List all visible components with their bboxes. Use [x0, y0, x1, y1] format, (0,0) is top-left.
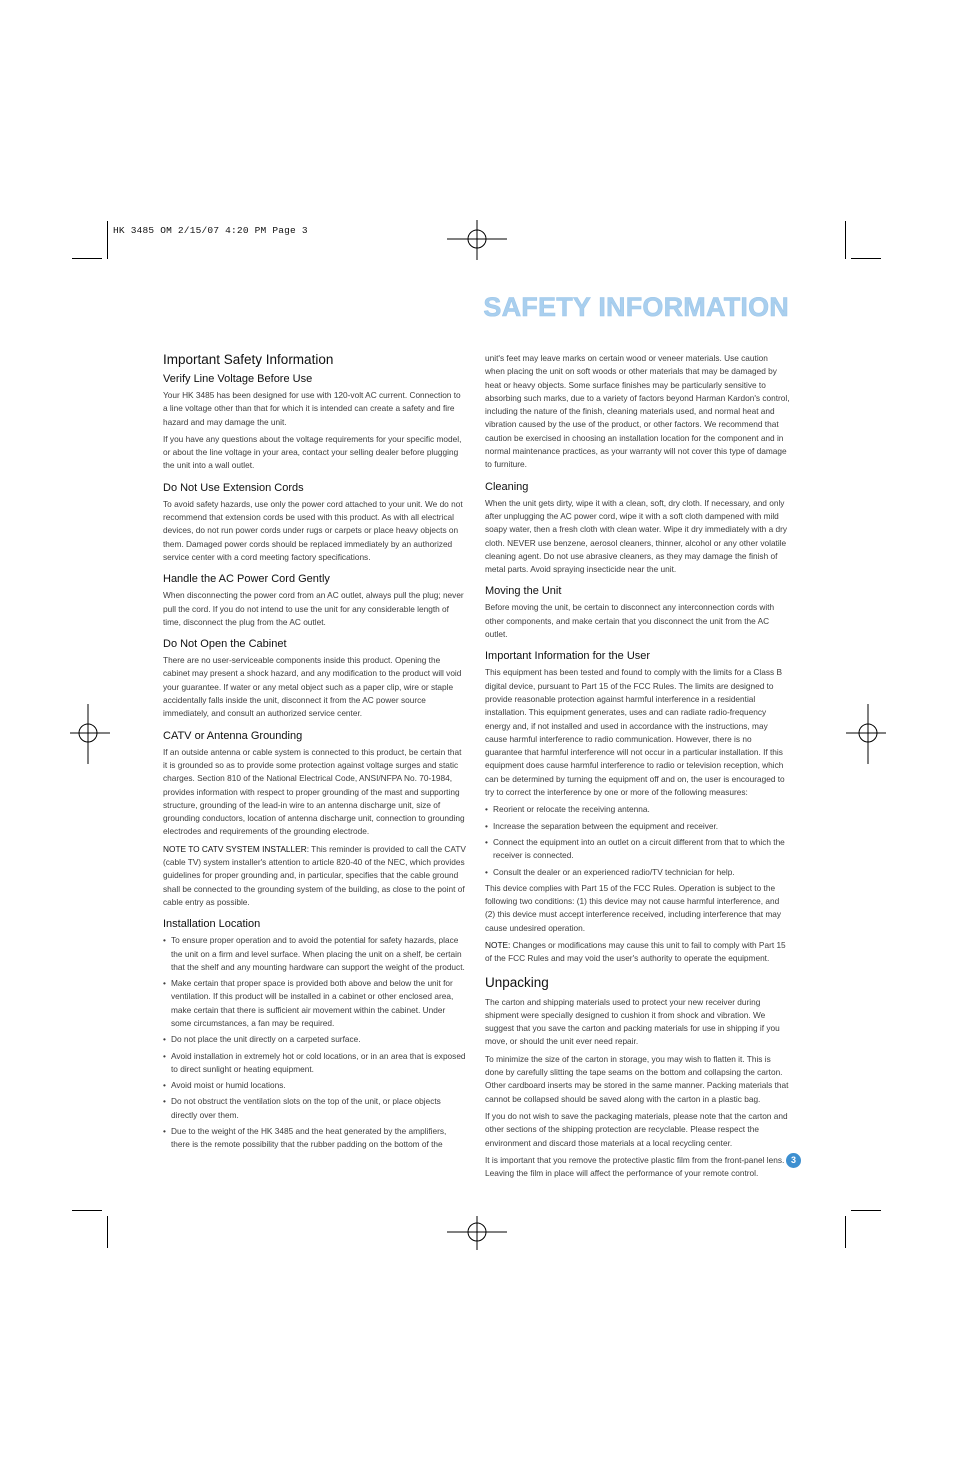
paragraph: This equipment has been tested and found to comply with the limits for a Class B digital device, pursuant to Part 15 of the FCC Rules. The limits are designed to provide reasonable protection against harmful interference in a residential installation. This equipment generates, uses and can radiate radio-frequency energy and, if not installed and used in accordance with the instructions, may cause harmful interference to radio communication. However, there is no guarantee that harmful interference will not occur in a particular installation. If this equipment does cause harmful interference to radio or television reception, which can be determined by turning the equipment off and on, the user is encouraged to try to correct the interference by one or more of the following measures:: [485, 667, 785, 798]
list-item: • Consult the dealer or an experienced radio/TV technician for help.: [485, 866, 790, 879]
list-item: • To ensure proper operation and to avoid the potential for safety hazards, place the unit on a firm and level surface. When placing the unit on a shelf, be certain that the shelf and any mounting hardware can support the weight of the product.: [163, 934, 466, 974]
left-column: [163, 352, 466, 1161]
paragraph: To avoid safety hazards, use only the power cord attached to your unit. We do not recommend that extension cords be used with this product. As with all electrical devices, do not run power cords under rugs or carpets or place heavy objects on them. Damaged power cords should be replaced immediately by an authorized service center with a cord meeting factory specifications.: [163, 498, 463, 562]
list-item: • Make certain that proper space is provided both above and below the unit for ventilation. If this product will be installed in a cabinet or other enclosed area, make certain that there is sufficient air movement within the cabinet. Under some circumstances, a fan may be required.: [163, 977, 466, 1030]
list-item: • Avoid installation in extremely hot or cold locations, or in an area that is exposed to direct sunlight or heating equipment.: [163, 1050, 466, 1077]
note-paragraph: [163, 843, 466, 909]
paragraph: There are no user-serviceable components inside this product. Opening the cabinet may present a shock hazard, and any modification to the product will void your guarantee. If water or any metal object such as a paper clip, wire or staple accidentally falls inside the unit, disconnect it from the AC power source immediately, and consult an authorized service center.: [163, 655, 462, 719]
section-cleaning: [485, 481, 790, 577]
list-item: • Do not place the unit directly on a carpeted surface.: [163, 1033, 466, 1046]
section-line-voltage: [163, 373, 466, 473]
list-item: • Increase the separation between the equipment and receiver.: [485, 820, 790, 833]
section-continuation: [485, 352, 790, 472]
page-title: SAFETY INFORMATION: [483, 292, 789, 322]
section-heading: Important Safety Information: [163, 352, 334, 367]
subsection-heading: Handle the AC Power Cord Gently: [163, 573, 330, 586]
section-heading: Unpacking: [485, 974, 549, 990]
registration-mark-left: [70, 704, 110, 764]
subsection-heading: Moving the Unit: [485, 585, 562, 598]
section-user-info: [485, 650, 790, 965]
bullet-list: [485, 803, 790, 878]
paragraph: When the unit gets dirty, wipe it with a clean, soft, dry cloth. If necessary, and only after unplugging the AC power cord, wipe it with a soft cloth dampened with mild soapy water, then a fresh cloth with clean water. Wipe it dry immediately with a dry cloth. NEVER use benzene, aerosol cleaners, thinner, alcohol or any other volatile cleaning agent. Do not use abrasive cleaners, as they may damage the finish of metal parts. Avoid spraying insecticide near the unit.: [485, 497, 788, 575]
section-unpacking: [485, 975, 790, 1181]
section-power-cord: [163, 573, 466, 629]
section-moving: [485, 585, 790, 641]
subsection-heading: Cleaning: [485, 480, 529, 493]
section-catv-grounding: [163, 730, 466, 910]
registration-mark-right: [846, 704, 886, 764]
note-text: Changes or modifications may cause this unit to fail to comply with Part 15 of the FCC Rules and may void the user's authority to operate the equipment.: [485, 939, 786, 964]
paragraph: unit's feet may leave marks on certain wood or veneer materials. Use caution when placing the unit on soft woods or other materials that may be damaged by heat or heavy objects. Some surface finishes may be particularly sensitive to absorbing such marks, due to a variety of factors beyond Harman Kardon's control, including the nature of the finish, cleaning materials used, and normal heat and vibration caused by the use of the product, or other factors. We recommend that caution be exercised in choosing an installation location for the component and in normal maintenance practices, as your warranty will not cover this type of damage to furniture.: [485, 353, 790, 470]
paragraph: The carton and shipping materials used to protect your new receiver during shipment were specially designed to cushion it from shock and vibration. We suggest that you save the carton and packing materials for use in shipping if you move, or should the unit ever need repair.: [485, 996, 780, 1047]
registration-mark-bottom: [447, 1216, 507, 1250]
subsection-heading: Do Not Open the Cabinet: [163, 638, 287, 651]
paragraph: Your HK 3485 has been designed for use with 120-volt AC current. Connection to a line voltage other than that for which it is intended can create a safety and fire hazard and may damage the unit.: [163, 390, 461, 427]
list-item: • Do not obstruct the ventilation slots on the top of the unit, or place objects directly over them.: [163, 1095, 466, 1122]
note-label: NOTE:: [485, 939, 511, 950]
section-cabinet: [163, 638, 466, 720]
registration-mark-top: [447, 220, 507, 260]
list-item: • Reorient or relocate the receiving antenna.: [485, 803, 790, 816]
subsection-heading: Do Not Use Extension Cords: [163, 481, 304, 494]
right-column: [485, 352, 790, 1189]
subsection-heading: CATV or Antenna Grounding: [163, 729, 303, 742]
section-installation-location: [163, 918, 466, 1151]
page-number-badge: 3: [786, 1153, 801, 1168]
paragraph: It is important that you remove the protective plastic film from the front-panel lens. Leaving the film in place will affect the performance of your remote control.: [485, 1154, 785, 1179]
bullet-list: [163, 934, 466, 1151]
section-extension-cords: [163, 482, 466, 564]
paragraph: When disconnecting the power cord from an AC outlet, always pull the plug; never pull the cord. If you do not intend to use the unit for any considerable length of time, disconnect the plug from the AC outlet.: [163, 590, 464, 627]
paragraph: Before moving the unit, be certain to disconnect any interconnection cords with other components, and make certain that you disconnect the unit from the AC outlet.: [485, 602, 775, 640]
subsection-heading: Important Information for the User: [485, 650, 651, 663]
list-item: • Connect the equipment into an outlet on a circuit different from that to which the receiver is connected.: [485, 836, 790, 863]
note-paragraph: [485, 939, 790, 966]
list-item: • Due to the weight of the HK 3485 and the heat generated by the amplifiers, there is the remote possibility that the rubber padding on the bottom of the: [163, 1125, 466, 1152]
paragraph: To minimize the size of the carton in storage, you may wish to flatten it. This is done by carefully slitting the tape seams on the bottom and collapsing the carton. Other cardboard inserts may be stored in the same manner. Packing materials that cannot be collapsed should be saved along with the carton in a plastic bag.: [485, 1053, 789, 1104]
subsection-heading: Installation Location: [163, 918, 261, 931]
subsection-heading: Verify Line Voltage Before Use: [163, 373, 313, 385]
paragraph: If you have any questions about the voltage requirements for your specific model, or about the line voltage in your area, contact your selling dealer before plugging the unit into a wall outlet.: [163, 433, 462, 471]
note-text: This reminder is provided to call the CATV (cable TV) system installer's attention to article 820-40 of the NEC, which provides guidelines for proper grounding and, in particular, specifies that the cable ground shall be connected to the grounding system of the building, as close to the point of cable entry as possible.: [163, 843, 466, 907]
paragraph: If an outside antenna or cable system is connected to this product, be certain that it is grounded so as to provide some protection against voltage surges and static charges. Section 810 of the National Electrical Code, ANSI/NFPA No. 70-1984, provides information with respect to proper grounding of the mast and supporting structure, grounding of the lead-in wire to an antenna discharge unit, size of grounding conductors, location of antenna discharge unit, connection to grounding electrodes and requirements of the grounding electrode.: [163, 746, 465, 837]
note-label: NOTE TO CATV SYSTEM INSTALLER:: [163, 843, 309, 854]
list-item: • Avoid moist or humid locations.: [163, 1079, 466, 1092]
paragraph: This device complies with Part 15 of the FCC Rules. Operation is subject to the following two conditions: (1) this device may not cause harmful interference, and (2) this device must accept interference received, including interference that may cause undesired operation.: [485, 882, 782, 933]
paragraph: If you do not wish to save the packaging materials, please note that the carton and other sections of the shipping protection are recyclable. Please respect the environment and discard those materials at a local recycling center.: [485, 1110, 788, 1148]
print-slug: HK 3485 OM 2/15/07 4:20 PM Page 3: [113, 225, 308, 236]
